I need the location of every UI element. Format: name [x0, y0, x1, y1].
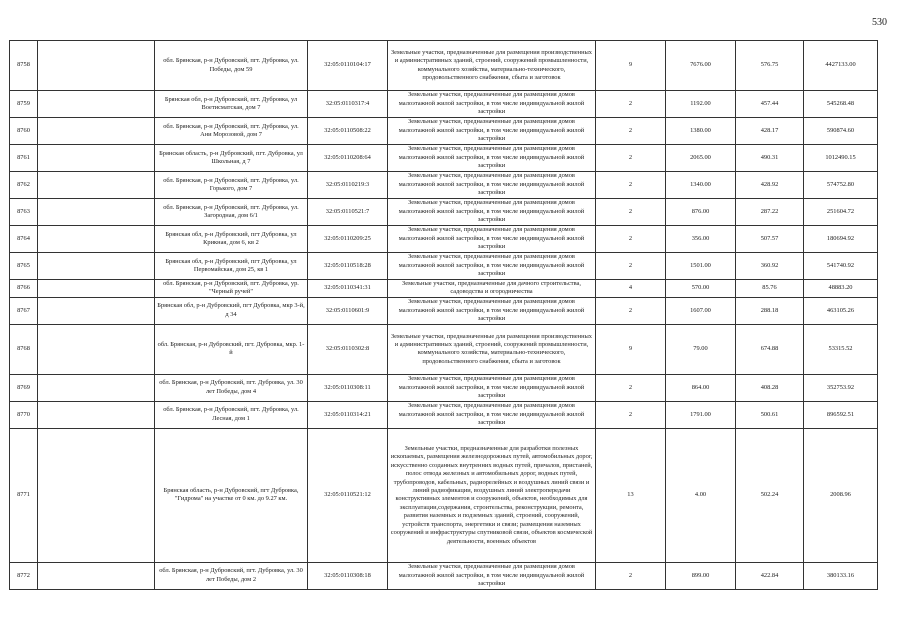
row-number: 8771: [10, 428, 38, 562]
row-group: 2: [596, 199, 666, 226]
row-purpose: Земельные участки, предназначенные для размещения производственных и административных зданий, строений, сооружений промышленности, коммунального хозяйства, материально-технического, продовольственного снабжения, сбыта и заготовок: [388, 41, 596, 91]
row-area: 79.00: [666, 324, 736, 374]
row-gap: [38, 280, 155, 298]
row-price: 360.92: [736, 253, 804, 280]
row-area: 570.00: [666, 280, 736, 298]
table-row: [10, 428, 878, 562]
row-price: 490.31: [736, 145, 804, 172]
row-group: 4: [596, 280, 666, 298]
row-value: 352753.92: [804, 374, 878, 401]
row-area: 2065.00: [666, 145, 736, 172]
row-address: обл. Брянская, р-н Дубровский, пгт. Дубровка, ул. Лесная, дом 1: [155, 401, 308, 428]
row-cadastral-number: 32:05:0110219:3: [308, 172, 388, 199]
table-row: [10, 145, 878, 172]
row-group: 9: [596, 41, 666, 91]
row-purpose: Земельные участки, предназначенные для размещения домов малоэтажной жилой застройки, в том числе индивидуальной жилой застройки: [388, 172, 596, 199]
row-purpose: Земельные участки, предназначенные для размещения домов малоэтажной жилой застройки, в том числе индивидуальной жилой застройки: [388, 374, 596, 401]
row-address: Брянская область, р-н Дубровский, пгт Дубровка, "Гидрома" на участке от 0 км. до 9.27 км.: [155, 428, 308, 562]
row-address: Брянская обл, р-н Дубровский, пгт Дубровка, ул Первомайская, дом 25, кв 1: [155, 253, 308, 280]
row-area: 899.00: [666, 562, 736, 589]
row-cadastral-number: 32:05:0110521:12: [308, 428, 388, 562]
row-purpose: Земельные участки, предназначенные для размещения домов малоэтажной жилой застройки, в том числе индивидуальной жилой застройки: [388, 91, 596, 118]
row-purpose: Земельные участки, предназначенные для дачного строительства, садоводства и огородничества: [388, 280, 596, 298]
row-group: 9: [596, 324, 666, 374]
table-row: [10, 562, 878, 589]
row-number: 8772: [10, 562, 38, 589]
row-number: 8761: [10, 145, 38, 172]
row-gap: [38, 145, 155, 172]
table-row: [10, 324, 878, 374]
row-price: 507.57: [736, 226, 804, 253]
row-number: 8768: [10, 324, 38, 374]
row-area: 1192.00: [666, 91, 736, 118]
row-gap: [38, 374, 155, 401]
row-area: 356.00: [666, 226, 736, 253]
row-value: 48883.20: [804, 280, 878, 298]
row-area: 876.00: [666, 199, 736, 226]
table-row: [10, 280, 878, 298]
row-gap: [38, 562, 155, 589]
table-row: [10, 374, 878, 401]
row-value: 380133.16: [804, 562, 878, 589]
row-number: 8770: [10, 401, 38, 428]
row-value: 1012490.15: [804, 145, 878, 172]
row-address: обл. Брянская, р-н Дубровский, пгт. Дубровка, ул. Загородная, дом 6/1: [155, 199, 308, 226]
row-gap: [38, 91, 155, 118]
row-number: 8766: [10, 280, 38, 298]
row-purpose: Земельные участки, предназначенные для разработки полезных ископаемых, размещения железнодорожных путей, автомобильных дорог, искусственно созданных внутренних водных путей, причалов, пристаней, полос отвода железных и автомобильных дорог, водных путей, трубопроводов, кабельных, радиорелейных и воздушных линий связи и линий радиофикации, воздушных линий электропередачи конструктивных элементов и сооружений, объектов, необходимых для эксплуатации,содержания, строительства, реконструкции, ремонта, развития наземных и подземных зданий, строений, сооружений, устройств транспорта, энергетики и связи; размещения наземных сооружений и инфраструктуры спутниковой связи, объектов космической деятельности, военных объектов: [388, 428, 596, 562]
row-area: 1791.00: [666, 401, 736, 428]
table-row: [10, 401, 878, 428]
row-number: 8763: [10, 199, 38, 226]
row-value: 541740.92: [804, 253, 878, 280]
table-row: [10, 172, 878, 199]
row-number: 8760: [10, 118, 38, 145]
row-price: 674.88: [736, 324, 804, 374]
row-gap: [38, 428, 155, 562]
row-purpose: Земельные участки, предназначенные для размещения производственных и административных зданий, строений, сооружений промышленности, коммунального хозяйства, материально-технического, продовольственного снабжения, сбыта и заготовок: [388, 324, 596, 374]
table-row: [10, 41, 878, 91]
row-price: 500.61: [736, 401, 804, 428]
row-address: обл. Брянская, р-н Дубровский, пгт. Дубровка, мкр. 1-й: [155, 324, 308, 374]
table-row: [10, 118, 878, 145]
row-price: 428.92: [736, 172, 804, 199]
row-price: 576.75: [736, 41, 804, 91]
row-group: 2: [596, 253, 666, 280]
row-gap: [38, 401, 155, 428]
row-purpose: Земельные участки, предназначенные для размещения домов малоэтажной жилой застройки, в том числе индивидуальной жилой застройки: [388, 562, 596, 589]
row-cadastral-number: 32:05:0110208:64: [308, 145, 388, 172]
row-gap: [38, 324, 155, 374]
row-group: 2: [596, 226, 666, 253]
row-cadastral-number: 32:05:0110302:8: [308, 324, 388, 374]
row-cadastral-number: 32:05:0110508:22: [308, 118, 388, 145]
row-gap: [38, 199, 155, 226]
row-gap: [38, 118, 155, 145]
row-address: обл. Брянская, р-н Дубровский, пгт. Дубровка, ул. Победы, дом 59: [155, 41, 308, 91]
row-price: 428.17: [736, 118, 804, 145]
row-gap: [38, 172, 155, 199]
row-purpose: Земельные участки, предназначенные для размещения домов малоэтажной жилой застройки, в том числе индивидуальной жилой застройки: [388, 253, 596, 280]
row-cadastral-number: 32:05:0110518:28: [308, 253, 388, 280]
row-area: 864.00: [666, 374, 736, 401]
row-number: 8758: [10, 41, 38, 91]
row-number: 8762: [10, 172, 38, 199]
row-area: 7676.00: [666, 41, 736, 91]
row-value: 4427133.00: [804, 41, 878, 91]
row-value: 590874.60: [804, 118, 878, 145]
row-purpose: Земельные участки, предназначенные для размещения домов малоэтажной жилой застройки, в том числе индивидуальной жилой застройки: [388, 297, 596, 324]
row-number: 8764: [10, 226, 38, 253]
row-value: 2008.96: [804, 428, 878, 562]
row-price: 422.84: [736, 562, 804, 589]
row-price: 85.76: [736, 280, 804, 298]
row-area: 1380.00: [666, 118, 736, 145]
table-row: [10, 226, 878, 253]
row-area: 4.00: [666, 428, 736, 562]
row-group: 2: [596, 401, 666, 428]
row-price: 502.24: [736, 428, 804, 562]
table-row: [10, 199, 878, 226]
row-gap: [38, 253, 155, 280]
row-group: 2: [596, 91, 666, 118]
row-number: 8765: [10, 253, 38, 280]
row-cadastral-number: 32:05:0110601:9: [308, 297, 388, 324]
row-purpose: Земельные участки, предназначенные для размещения домов малоэтажной жилой застройки, в том числе индивидуальной жилой застройки: [388, 226, 596, 253]
table-row: [10, 91, 878, 118]
row-value: 251604.72: [804, 199, 878, 226]
row-purpose: Земельные участки, предназначенные для размещения домов малоэтажной жилой застройки, в том числе индивидуальной жилой застройки: [388, 145, 596, 172]
row-price: 287.22: [736, 199, 804, 226]
row-cadastral-number: 32:05:0110341:31: [308, 280, 388, 298]
row-gap: [38, 41, 155, 91]
row-number: 8769: [10, 374, 38, 401]
row-price: 408.28: [736, 374, 804, 401]
row-group: 13: [596, 428, 666, 562]
row-purpose: Земельные участки, предназначенные для размещения домов малоэтажной жилой застройки, в том числе индивидуальной жилой застройки: [388, 118, 596, 145]
table-row: [10, 297, 878, 324]
row-address: обл. Брянская, р-н Дубровский, пгт. Дубровка, ул. Ани Морозовой, дом 7: [155, 118, 308, 145]
row-cadastral-number: 32:05:0110308:11: [308, 374, 388, 401]
row-group: 2: [596, 297, 666, 324]
row-value: 545268.48: [804, 91, 878, 118]
land-plots-table: [9, 40, 878, 590]
row-address: обл. Брянская, р-н Дубровский, пгт. Дубровка, ул. 30 лет Победы, дом 4: [155, 374, 308, 401]
row-cadastral-number: 32:05:0110209:25: [308, 226, 388, 253]
page-number: 530: [872, 17, 887, 28]
row-value: 180694.92: [804, 226, 878, 253]
row-cadastral-number: 32:05:0110521:7: [308, 199, 388, 226]
row-area: 1501.00: [666, 253, 736, 280]
row-group: 2: [596, 562, 666, 589]
row-group: 2: [596, 145, 666, 172]
row-purpose: Земельные участки, предназначенные для размещения домов малоэтажной жилой застройки, в том числе индивидуальной жилой застройки: [388, 401, 596, 428]
row-area: 1607.00: [666, 297, 736, 324]
table-row: [10, 253, 878, 280]
row-purpose: Земельные участки, предназначенные для размещения домов малоэтажной жилой застройки, в том числе индивидуальной жилой застройки: [388, 199, 596, 226]
row-value: 463105.26: [804, 297, 878, 324]
row-group: 2: [596, 172, 666, 199]
row-price: 457.44: [736, 91, 804, 118]
row-address: Брянская область, р-н Дубровский, пгт. Дубровка, ул Школьная, д 7: [155, 145, 308, 172]
row-cadastral-number: 32:05:0110308:18: [308, 562, 388, 589]
row-cadastral-number: 32:05:0110314:21: [308, 401, 388, 428]
row-gap: [38, 297, 155, 324]
row-price: 288.18: [736, 297, 804, 324]
row-group: 2: [596, 374, 666, 401]
row-group: 2: [596, 118, 666, 145]
row-number: 8759: [10, 91, 38, 118]
row-number: 8767: [10, 297, 38, 324]
row-address: Брянская обл, р-н Дубровский, пгт Дубровка, мкр 3-й, д 34: [155, 297, 308, 324]
row-address: обл. Брянская, р-н Дубровский, пгт. Дубровка, ул. Горького, дом 7: [155, 172, 308, 199]
row-cadastral-number: 32:05:0110104:17: [308, 41, 388, 91]
row-gap: [38, 226, 155, 253]
row-address: Брянская обл, р-н Дубровский, пгт. Дубровка, ул Воетисматская, дом 7: [155, 91, 308, 118]
row-value: 896592.51: [804, 401, 878, 428]
row-address: обл. Брянская, р-н Дубровский, пгт. Дубровка, ур. "Черный ручей": [155, 280, 308, 298]
row-cadastral-number: 32:05:0110317:4: [308, 91, 388, 118]
row-value: 574752.80: [804, 172, 878, 199]
row-address: Брянская обл, р-н Дубровский, пгт Дубровка, ул Крикная, дом 6, кв 2: [155, 226, 308, 253]
row-address: обл. Брянская, р-н Дубровский, пгт. Дубровка, ул. 30 лет Победы, дом 2: [155, 562, 308, 589]
row-value: 53315.52: [804, 324, 878, 374]
row-area: 1340.00: [666, 172, 736, 199]
